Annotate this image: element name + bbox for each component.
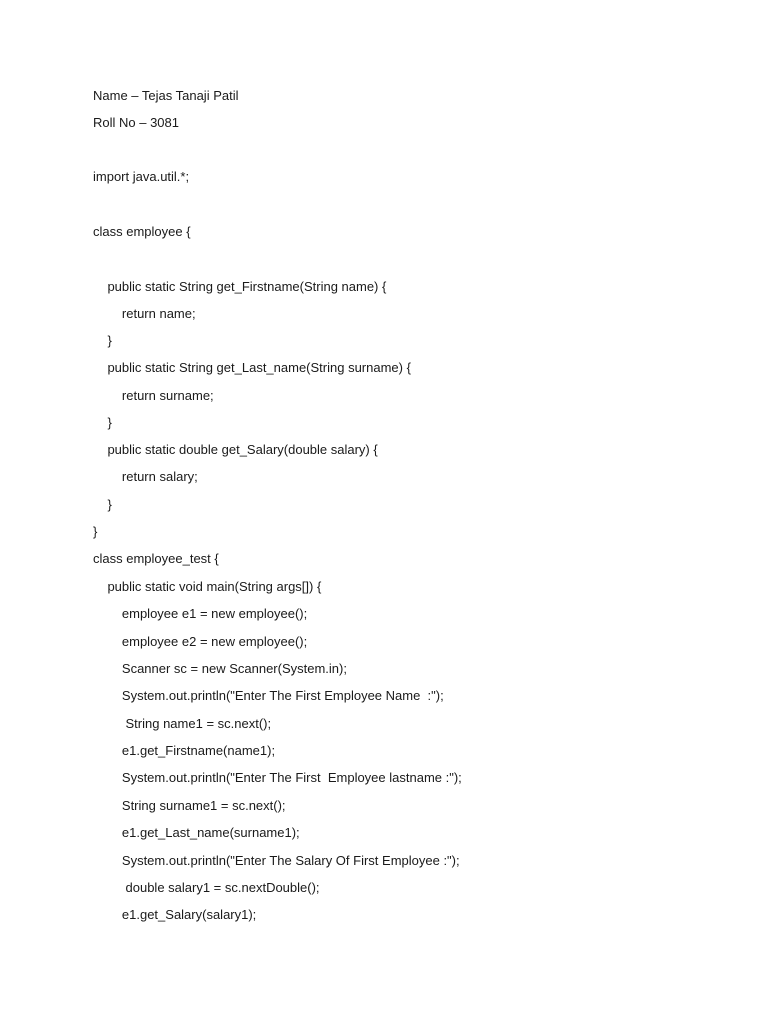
code-line-return-surname: return surname; <box>93 388 214 403</box>
code-line-return-name: return name; <box>93 306 196 321</box>
code-line-new-e1: employee e1 = new employee(); <box>93 606 308 621</box>
code-line-get-salary: public static double get_Salary(double salary) { <box>93 442 378 457</box>
code-line-set-salary: e1.get_Salary(salary1); <box>93 907 257 922</box>
code-line-println-salary: System.out.println("Enter The Salary Of First Employee :"); <box>93 853 460 868</box>
roll-number-line: Roll No – 3081 <box>93 115 179 130</box>
code-line-class-employee-test: class employee_test { <box>93 551 219 566</box>
code-line-class-employee: class employee { <box>93 224 191 239</box>
code-line-close-brace: } <box>93 415 112 430</box>
code-line-new-e2: employee e2 = new employee(); <box>93 634 308 649</box>
code-line-return-salary: return salary; <box>93 469 198 484</box>
code-line-read-name1: String name1 = sc.next(); <box>93 716 272 731</box>
code-line-set-firstname: e1.get_Firstname(name1); <box>93 743 276 758</box>
student-name-line: Name – Tejas Tanaji Patil <box>93 88 239 103</box>
code-line-read-surname1: String surname1 = sc.next(); <box>93 798 286 813</box>
code-line-close-class: } <box>93 524 98 539</box>
code-line-println-lastname: System.out.println("Enter The First Employee lastname :"); <box>93 770 462 785</box>
code-line-main-method: public static void main(String args[]) { <box>93 579 322 594</box>
code-line-set-last-name: e1.get_Last_name(surname1); <box>93 825 300 840</box>
code-line-close-brace: } <box>93 333 112 348</box>
code-line-get-last-name: public static String get_Last_name(String surname) { <box>93 360 411 375</box>
code-line-read-salary1: double salary1 = sc.nextDouble(); <box>93 880 320 895</box>
code-line-get-firstname: public static String get_Firstname(String name) { <box>93 279 387 294</box>
code-line-scanner: Scanner sc = new Scanner(System.in); <box>93 661 347 676</box>
code-line-println-first-name: System.out.println("Enter The First Employee Name :"); <box>93 688 444 703</box>
code-line-import: import java.util.*; <box>93 169 190 184</box>
code-line-close-brace: } <box>93 497 112 512</box>
